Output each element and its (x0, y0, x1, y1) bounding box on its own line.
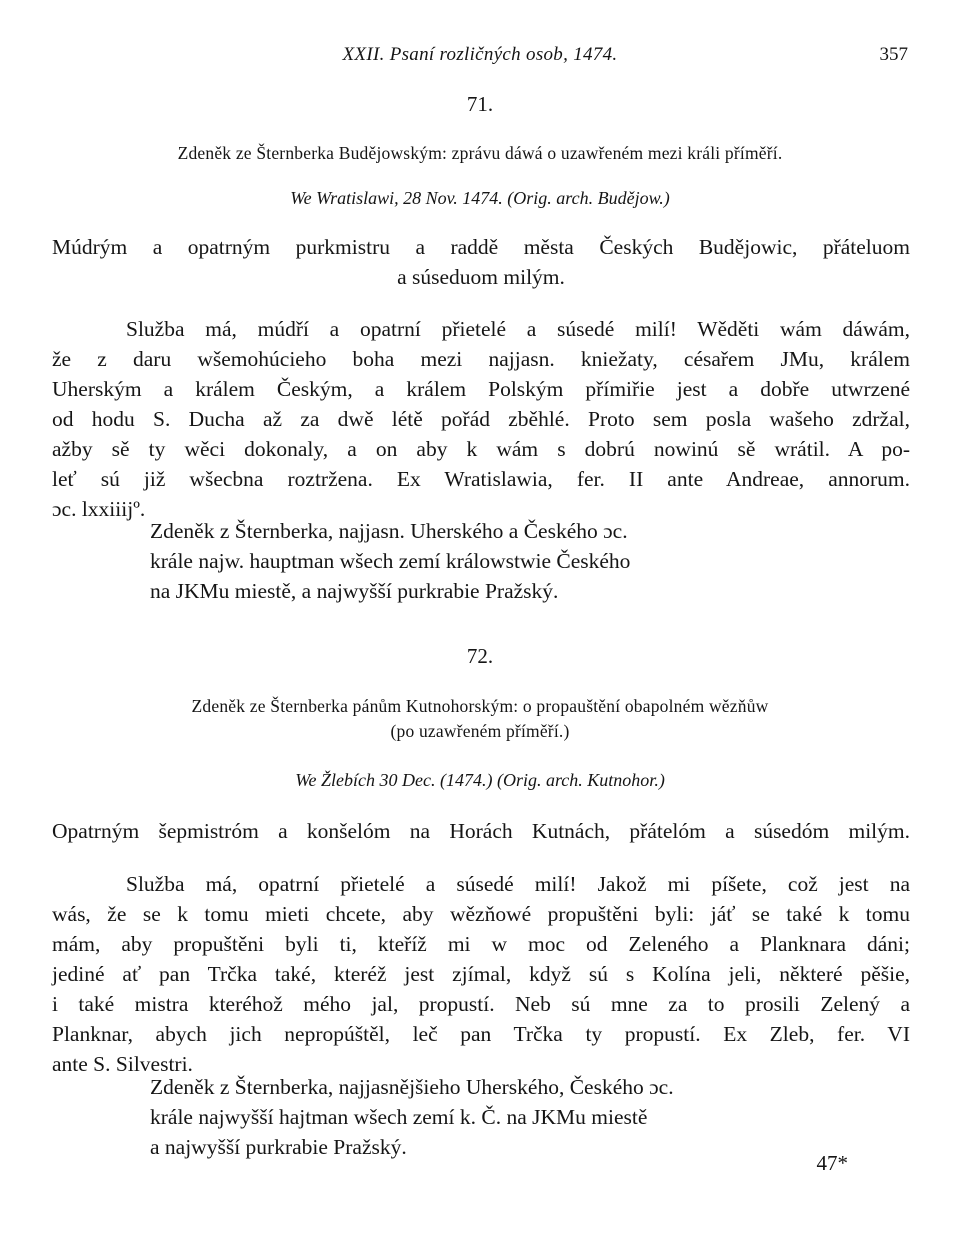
body-line: Služba má, opatrní přietelé a súsedé milí! Jakož mi píšete, což jest na (126, 872, 910, 896)
body-line: Uherským a králem Českým, a králem Polským přímiřie jest a dobře utwrzené (52, 377, 910, 401)
body-line: Planknar, abych jich nepropúštěl, leč pan Trčka ty propustí. Ex Zleb, fer. VI (52, 1022, 910, 1046)
body-line: jediné ať pan Trčka také, kteréž jest zjímal, když sú s Kolína jeli, některé pěšie, (52, 962, 910, 986)
doc-71-number: 71. (466, 92, 494, 116)
address-line: Múdrým a opatrným purkmistru a raddě města Českých Budějowic, přáteluom (52, 235, 910, 259)
regest-line: Zdeněk ze Šternberka pánům Kutnohorským: o propauštění obapolném wězňůw (191, 696, 769, 716)
doc-72-number: 72. (466, 644, 494, 668)
doc-72-body (52, 869, 910, 1079)
body-line: že z daru wšemohúcieho boha mezi najjasn. kniežaty, césařem JMu, králem (52, 347, 910, 371)
doc-71-regest: Zdeněk ze Šternberka Budějowským: zprávu dáwá o uzawřeném mezi králi příměří. (177, 143, 783, 163)
page-number: 357 (879, 44, 908, 65)
body-line: leť sú již wšecbna roztržena. Ex Wratislawia, fer. II ante Andreae, annorum. (52, 467, 910, 491)
doc-71-address (52, 232, 910, 292)
signature-line: na JKMu miestě, a najwyšší purkrabie Pražský. (150, 579, 559, 603)
doc-71-body (52, 314, 910, 524)
body-line: ažby sě ty wěci dokonaly, a on aby k wám s dobrú nowinú sě wrátil. A po- (52, 437, 910, 461)
body-line: mám, aby propuštěni byli ti, kteříž mi w moc od Zeleného a Planknara dáni; (52, 932, 910, 956)
doc-72-regest (60, 694, 900, 744)
doc-72-dateline: We Žlebích 30 Dec. (1474.) (Orig. arch. Kutnohor.) (295, 770, 665, 790)
doc-71-dateline: We Wratislawi, 28 Nov. 1474. (Orig. arch. Budějow.) (290, 188, 670, 208)
body-line: od hodu S. Ducha až za dwě létě pořád zběhlé. Proto sem posla wašeho zdržal, (52, 407, 910, 431)
signature-line: krále najw. hauptman wšech zemí králowstwie Českého (150, 549, 631, 573)
body-line: Služba má, múdří a opatrní přietelé a súsedé milí! Wěděti wám dáwám, (126, 317, 910, 341)
signature-line: a najwyšší purkrabie Pražský. (150, 1135, 407, 1159)
signature-line: Zdeněk z Šternberka, najjasn. Uherského a Českého ɔc. (150, 519, 628, 543)
address-line: Opatrným šepmistróm a konšelóm na Horách Kutnách, přátelóm a súsedóm milým. (52, 819, 910, 843)
doc-72-signature (150, 1072, 790, 1162)
doc-72-address (52, 816, 910, 846)
signature-line: krále najwyšší hajtman wšech zemí k. Č. na JKMu miestě (150, 1105, 648, 1129)
body-line: i také mistra kteréhož mého jal, propustí. Neb sú mne za to prosili Zelený a (52, 992, 910, 1016)
signature-line: Zdeněk z Šternberka, najjasnějšieho Uherského, Českého ɔc. (150, 1075, 674, 1099)
body-line: ɔc. lxxiiijº. (52, 497, 146, 521)
body-line: ante S. Silvestri. (52, 1052, 193, 1076)
body-line: wás, že se k tomu mieti chcete, aby wězňowé propuštěni byli: jáť se také k tomu (52, 902, 910, 926)
running-head (52, 44, 908, 76)
running-title: XXII. Psaní rozličných osob, 1474. (342, 44, 618, 65)
address-line: a súseduom milým. (397, 265, 565, 289)
doc-71-signature (150, 516, 790, 606)
regest-line: (po uzawřeném příměří.) (390, 721, 570, 741)
printer-signature-mark: 47* (816, 1151, 848, 1175)
